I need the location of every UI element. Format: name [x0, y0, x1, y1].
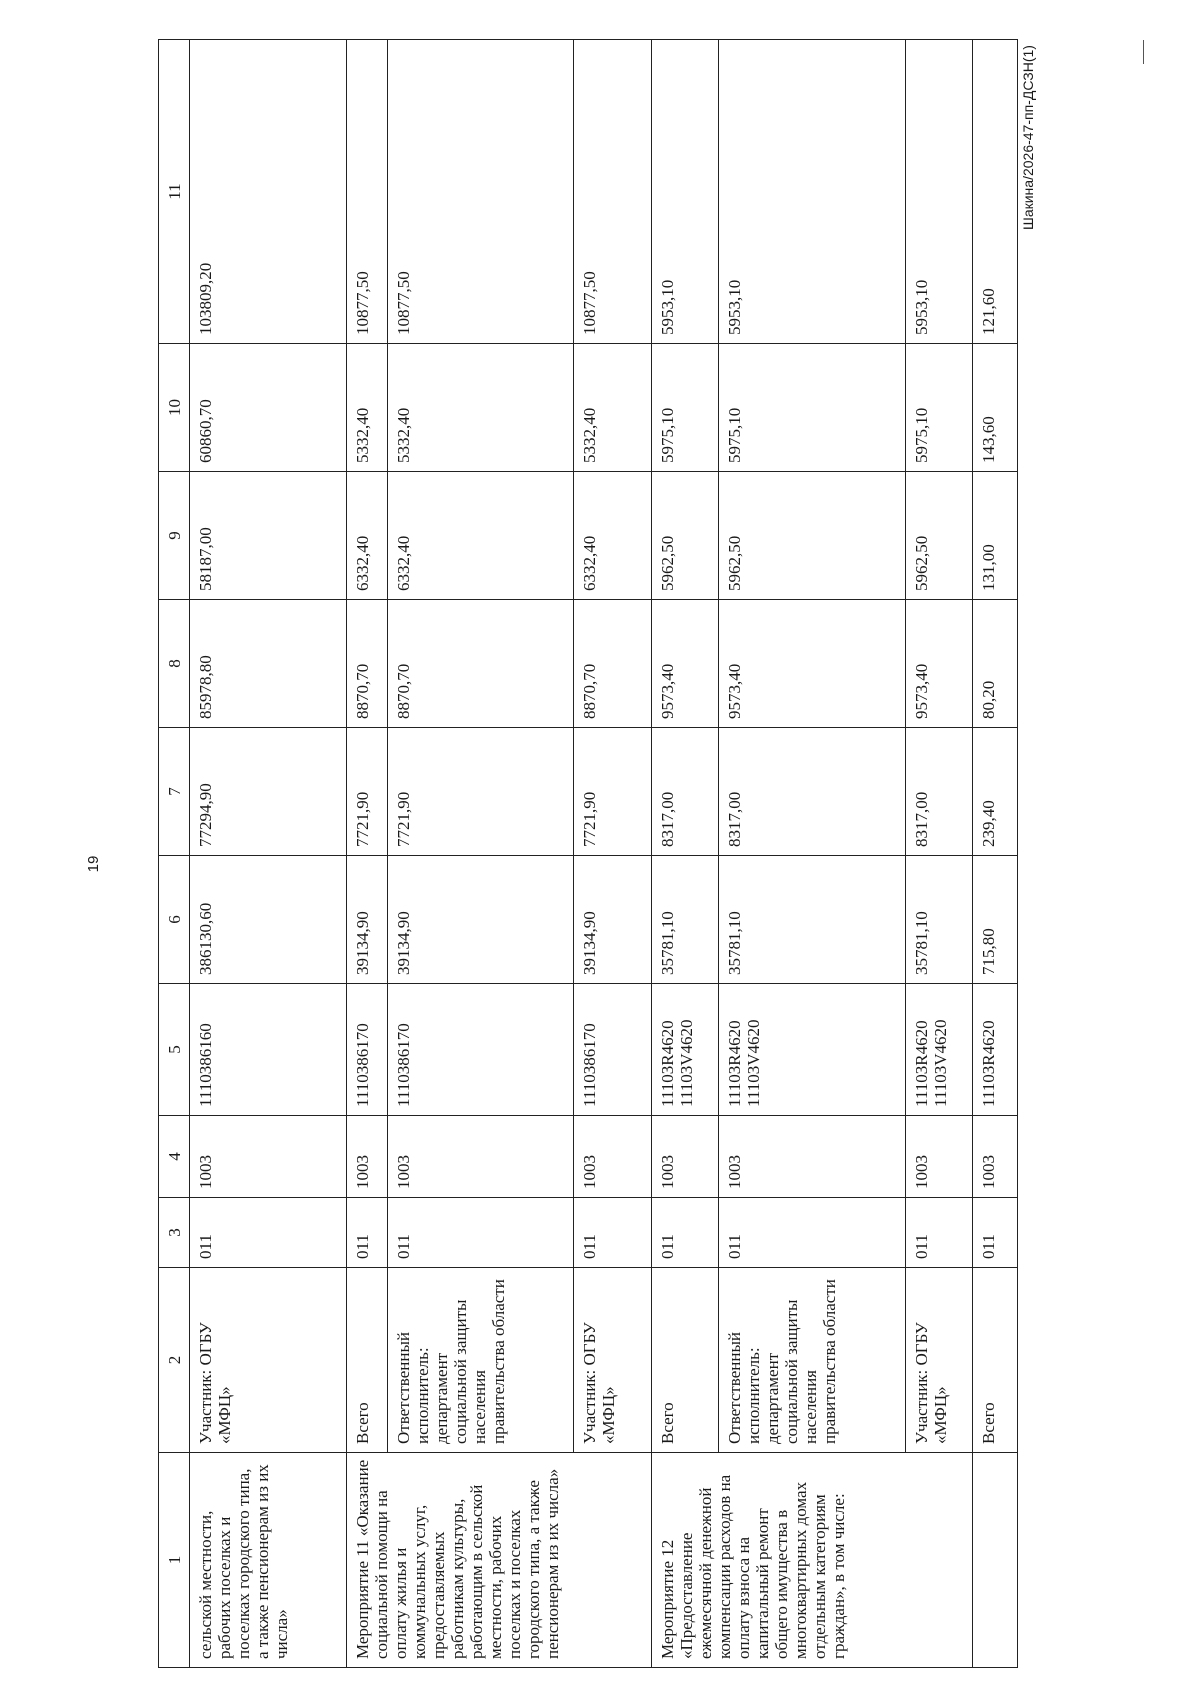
- section-cell: 1003: [190, 1116, 347, 1198]
- amount-cell: 5975,10: [718, 344, 905, 472]
- grbs-cell: 011: [190, 1198, 347, 1268]
- amount-cell: 7721,90: [573, 728, 651, 856]
- column-header: 11: [159, 40, 190, 344]
- amount-cell: 5962,50: [651, 472, 718, 600]
- section-cell: 1003: [905, 1116, 972, 1198]
- amount-cell: 8870,70: [347, 600, 388, 728]
- activity-cell: Мероприятие 11 «Оказание социальной помощи на оплату жилья и коммунальных услуг, предоставляемых работникам культуры, работающим в сельской местности, рабочих поселках и поселках городского типа, а также пенсионерам из их числа»: [347, 1453, 652, 1668]
- section-cell: 1003: [972, 1116, 1017, 1198]
- amount-cell: 39134,90: [573, 856, 651, 984]
- column-header: 2: [159, 1268, 190, 1453]
- amount-cell: 9573,40: [718, 600, 905, 728]
- target-code-cell: [388, 984, 574, 1116]
- amount-cell: 5332,40: [347, 344, 388, 472]
- amount-cell: 58187,00: [190, 472, 347, 600]
- table-row: [388, 40, 574, 1668]
- column-header: 4: [159, 1116, 190, 1198]
- target-code: 11103R4620: [657, 1020, 677, 1107]
- participant-cell: Участник: ОГБУ «МФЦ»: [905, 1268, 972, 1453]
- amount-cell: 239,40: [972, 728, 1017, 856]
- amount-cell: 9573,40: [651, 600, 718, 728]
- amount-cell: 6332,40: [347, 472, 388, 600]
- amount-cell: 10877,50: [388, 40, 574, 344]
- amount-cell: 10877,50: [347, 40, 388, 344]
- amount-cell: 60860,70: [190, 344, 347, 472]
- amount-cell: 5332,40: [573, 344, 651, 472]
- amount-cell: 5962,50: [905, 472, 972, 600]
- column-header: 9: [159, 472, 190, 600]
- amount-cell: 35781,10: [905, 856, 972, 984]
- amount-cell: 8317,00: [718, 728, 905, 856]
- target-code-cell: [972, 984, 1017, 1116]
- section-cell: 1003: [388, 1116, 574, 1198]
- participant-cell: Участник: ОГБУ «МФЦ»: [573, 1268, 651, 1453]
- amount-cell: 9573,40: [905, 600, 972, 728]
- section-cell: 1003: [651, 1116, 718, 1198]
- amount-cell: 5953,10: [718, 40, 905, 344]
- amount-cell: 7721,90: [347, 728, 388, 856]
- section-cell: 1003: [573, 1116, 651, 1198]
- column-header: 7: [159, 728, 190, 856]
- grbs-cell: 011: [347, 1198, 388, 1268]
- amount-cell: 386130,60: [190, 856, 347, 984]
- amount-cell: 5975,10: [651, 344, 718, 472]
- table-row: [718, 40, 905, 1668]
- target-code-cell: [905, 984, 972, 1116]
- target-code: 1110386170: [394, 1023, 414, 1107]
- column-header: 1: [159, 1453, 190, 1668]
- amount-cell: 8317,00: [651, 728, 718, 856]
- amount-cell: 8870,70: [388, 600, 574, 728]
- budget-table: [158, 39, 1018, 1668]
- target-code: 11103R4620: [724, 1020, 744, 1107]
- amount-cell: 7721,90: [388, 728, 574, 856]
- target-code: 1110386170: [579, 1023, 599, 1107]
- participant-cell: Ответственный исполнитель: департамент социальной защиты населения правительства области: [718, 1268, 905, 1453]
- amount-cell: 5953,10: [905, 40, 972, 344]
- target-code-cell: [718, 984, 905, 1116]
- table-row: [347, 40, 388, 1668]
- amount-cell: 39134,90: [347, 856, 388, 984]
- amount-cell: 77294,90: [190, 728, 347, 856]
- amount-cell: 6332,40: [573, 472, 651, 600]
- target-code: 1110386170: [353, 1023, 372, 1107]
- table-row: [651, 40, 718, 1668]
- target-code-alt: 11103V4620: [743, 1019, 763, 1107]
- amount-cell: 121,60: [972, 40, 1017, 344]
- document-code: Шакина/2026-47-пп-ДСЗН(1): [1020, 45, 1036, 230]
- amount-cell: 5975,10: [905, 344, 972, 472]
- section-cell: 1003: [718, 1116, 905, 1198]
- participant-cell: Всего: [651, 1268, 718, 1453]
- activity-cell: Мероприятие 12 «Предоставление ежемесячной денежной компенсации расходов на оплату взноса на капитальный ремонт общего имущества в многоквартирных домах отдельным категориям граждан», в том числе:: [651, 1453, 972, 1668]
- target-code-cell: [190, 984, 347, 1116]
- section-cell: 1003: [347, 1116, 388, 1198]
- participant-cell: Участник: ОГБУ «МФЦ»: [190, 1268, 347, 1453]
- participant-cell: Всего: [347, 1268, 388, 1453]
- amount-cell: 6332,40: [388, 472, 574, 600]
- grbs-cell: 011: [651, 1198, 718, 1268]
- amount-cell: 10877,50: [573, 40, 651, 344]
- target-code: 11103R4620: [911, 1020, 931, 1107]
- table-row: [190, 40, 347, 1668]
- target-code-cell: [347, 984, 388, 1116]
- target-code: 1110386160: [196, 1023, 216, 1107]
- column-header-row: [159, 40, 190, 1668]
- column-header: 6: [159, 856, 190, 984]
- target-code-cell: [651, 984, 718, 1116]
- amount-cell: 85978,80: [190, 600, 347, 728]
- participant-cell: Ответственный исполнитель: департамент социальной защиты населения правительства области: [388, 1268, 574, 1453]
- column-header: 8: [159, 600, 190, 728]
- page-number: 19: [85, 855, 102, 873]
- amount-cell: 143,60: [972, 344, 1017, 472]
- target-code-alt: 11103V4620: [676, 1019, 696, 1107]
- amount-cell: 8317,00: [905, 728, 972, 856]
- participant-cell: Всего: [972, 1268, 1017, 1453]
- grbs-cell: 011: [573, 1198, 651, 1268]
- amount-cell: 103809,20: [190, 40, 347, 344]
- amount-cell: 35781,10: [718, 856, 905, 984]
- amount-cell: 131,00: [972, 472, 1017, 600]
- grbs-cell: 011: [905, 1198, 972, 1268]
- target-code: 11103R4620: [978, 1020, 998, 1107]
- target-code-cell: [573, 984, 651, 1116]
- grbs-cell: 011: [388, 1198, 574, 1268]
- table-row: [905, 40, 972, 1668]
- column-header: 3: [159, 1198, 190, 1268]
- amount-cell: 80,20: [972, 600, 1017, 728]
- amount-cell: 35781,10: [651, 856, 718, 984]
- amount-cell: 715,80: [972, 856, 1017, 984]
- column-header: 5: [159, 984, 190, 1116]
- amount-cell: 5332,40: [388, 344, 574, 472]
- activity-cell: сельской местности, рабочих поселках и поселках городского типа, а также пенсионерам из их числа»: [190, 1453, 347, 1668]
- margin-rule: [1143, 40, 1144, 64]
- amount-cell: 5962,50: [718, 472, 905, 600]
- amount-cell: 39134,90: [388, 856, 574, 984]
- target-code-alt: 11103V4620: [930, 1019, 950, 1107]
- budget-table-wrapper: [158, 40, 1018, 1668]
- amount-cell: 5953,10: [651, 40, 718, 344]
- table-row: [573, 40, 651, 1668]
- grbs-cell: 011: [718, 1198, 905, 1268]
- column-header: 10: [159, 344, 190, 472]
- grbs-cell: 011: [972, 1198, 1017, 1268]
- table-row: [972, 40, 1017, 1668]
- amount-cell: 8870,70: [573, 600, 651, 728]
- activity-cell: [972, 1453, 1017, 1668]
